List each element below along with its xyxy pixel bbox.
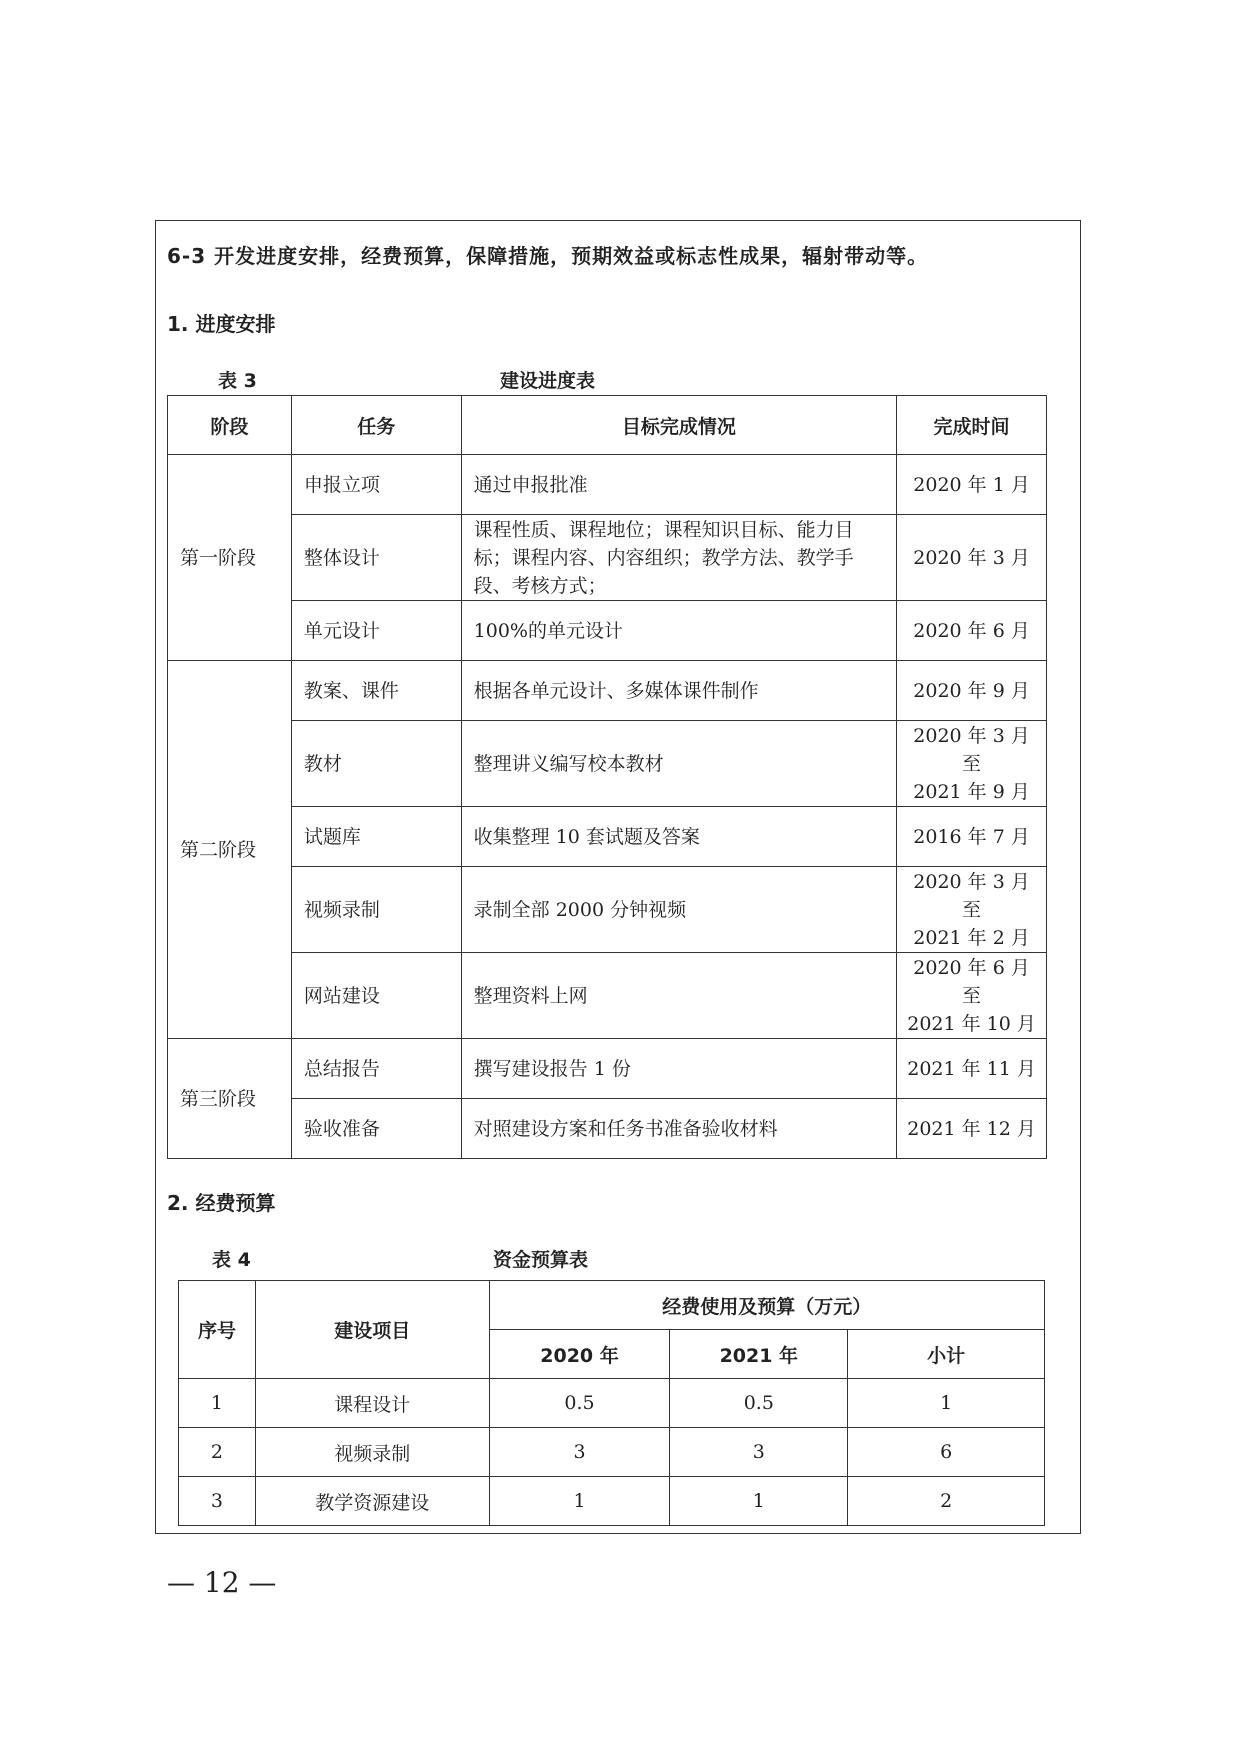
table-row xyxy=(179,1428,1045,1477)
time-to: 至 xyxy=(962,984,982,1007)
time-end: 2021 年 10 月 xyxy=(907,1012,1036,1035)
page-number: — 12 — xyxy=(167,1566,277,1599)
goal-cell: 整理讲义编写校本教材 xyxy=(461,721,896,807)
table-row xyxy=(168,953,1047,1039)
phase-cell: 第二阶段 xyxy=(168,661,292,1039)
schedule-table xyxy=(167,395,1047,1159)
time-range-cell xyxy=(897,867,1047,953)
goal-cell: 课程性质、课程地位；课程知识目标、能力目标；课程内容、内容组织；教学方法、教学手段、考核方式； xyxy=(461,515,896,601)
y2021-cell: 1 xyxy=(670,1477,848,1526)
task-cell: 总结报告 xyxy=(291,1039,461,1099)
header-no: 序号 xyxy=(179,1281,256,1379)
item-cell: 课程设计 xyxy=(255,1379,489,1428)
task-cell: 视频录制 xyxy=(291,867,461,953)
subtotal-cell: 2 xyxy=(848,1477,1045,1526)
table-row xyxy=(168,1039,1047,1099)
time-end: 2021 年 2 月 xyxy=(913,926,1030,949)
table-row xyxy=(168,867,1047,953)
no-cell: 1 xyxy=(179,1379,256,1428)
budget-table xyxy=(178,1280,1045,1526)
header-2021: 2021 年 xyxy=(670,1330,848,1379)
time-end: 2021 年 9 月 xyxy=(913,780,1030,803)
phase-cell: 第一阶段 xyxy=(168,455,292,661)
header-phase: 阶段 xyxy=(168,396,292,455)
y2020-cell: 1 xyxy=(489,1477,670,1526)
time-cell: 2020 年 3 月 xyxy=(897,515,1047,601)
goal-cell: 100%的单元设计 xyxy=(461,601,896,661)
header-2020: 2020 年 xyxy=(489,1330,670,1379)
time-start: 2020 年 6 月 xyxy=(913,956,1030,979)
table4-number: 表 4 xyxy=(212,1249,251,1271)
time-to: 至 xyxy=(962,752,982,775)
goal-cell: 整理资料上网 xyxy=(461,953,896,1039)
header-goal: 目标完成情况 xyxy=(461,396,896,455)
table-row xyxy=(168,1099,1047,1159)
header-subtotal: 小计 xyxy=(848,1330,1045,1379)
table3-title: 建设进度表 xyxy=(500,370,596,392)
y2021-cell: 3 xyxy=(670,1428,848,1477)
table-row xyxy=(179,1477,1045,1526)
task-cell: 教案、课件 xyxy=(291,661,461,721)
task-cell: 验收准备 xyxy=(291,1099,461,1159)
goal-cell: 对照建设方案和任务书准备验收材料 xyxy=(461,1099,896,1159)
section-heading: 6-3 开发进度安排，经费预算，保障措施，预期效益或标志性成果，辐射带动等。 xyxy=(167,244,929,268)
goal-cell: 通过申报批准 xyxy=(461,455,896,515)
goal-cell: 收集整理 10 套试题及答案 xyxy=(461,807,896,867)
goal-cell: 根据各单元设计、多媒体课件制作 xyxy=(461,661,896,721)
task-cell: 单元设计 xyxy=(291,601,461,661)
table-row xyxy=(168,515,1047,601)
subtotal-cell: 6 xyxy=(848,1428,1045,1477)
time-range-cell xyxy=(897,721,1047,807)
table-row xyxy=(168,807,1047,867)
task-cell: 教材 xyxy=(291,721,461,807)
y2020-cell: 3 xyxy=(489,1428,670,1477)
phase-cell: 第三阶段 xyxy=(168,1039,292,1159)
y2021-cell: 0.5 xyxy=(670,1379,848,1428)
subtotal-cell: 1 xyxy=(848,1379,1045,1428)
table-row xyxy=(168,721,1047,807)
time-cell: 2021 年 11 月 xyxy=(897,1039,1047,1099)
time-start: 2020 年 3 月 xyxy=(913,870,1030,893)
header-budget-group: 经费使用及预算（万元） xyxy=(489,1281,1044,1330)
table-row xyxy=(168,661,1047,721)
header-task: 任务 xyxy=(291,396,461,455)
item-cell: 教学资源建设 xyxy=(255,1477,489,1526)
time-to: 至 xyxy=(962,898,982,921)
section-2-title: 2. 经费预算 xyxy=(167,1191,276,1215)
table-header-row xyxy=(168,396,1047,455)
table-row xyxy=(168,455,1047,515)
task-cell: 试题库 xyxy=(291,807,461,867)
table3-number: 表 3 xyxy=(218,370,257,392)
time-cell: 2021 年 12 月 xyxy=(897,1099,1047,1159)
no-cell: 3 xyxy=(179,1477,256,1526)
task-cell: 申报立项 xyxy=(291,455,461,515)
time-cell: 2020 年 9 月 xyxy=(897,661,1047,721)
item-cell: 视频录制 xyxy=(255,1428,489,1477)
time-range-cell xyxy=(897,953,1047,1039)
goal-cell: 录制全部 2000 分钟视频 xyxy=(461,867,896,953)
task-cell: 整体设计 xyxy=(291,515,461,601)
section-1-title: 1. 进度安排 xyxy=(167,312,276,336)
time-start: 2020 年 3 月 xyxy=(913,724,1030,747)
table-row xyxy=(179,1379,1045,1428)
header-time: 完成时间 xyxy=(897,396,1047,455)
y2020-cell: 0.5 xyxy=(489,1379,670,1428)
table-header-row xyxy=(179,1281,1045,1330)
goal-cell: 撰写建设报告 1 份 xyxy=(461,1039,896,1099)
time-cell: 2020 年 6 月 xyxy=(897,601,1047,661)
no-cell: 2 xyxy=(179,1428,256,1477)
header-item: 建设项目 xyxy=(255,1281,489,1379)
time-cell: 2020 年 1 月 xyxy=(897,455,1047,515)
time-cell: 2016 年 7 月 xyxy=(897,807,1047,867)
table-row xyxy=(168,601,1047,661)
task-cell: 网站建设 xyxy=(291,953,461,1039)
table4-title: 资金预算表 xyxy=(493,1249,589,1271)
